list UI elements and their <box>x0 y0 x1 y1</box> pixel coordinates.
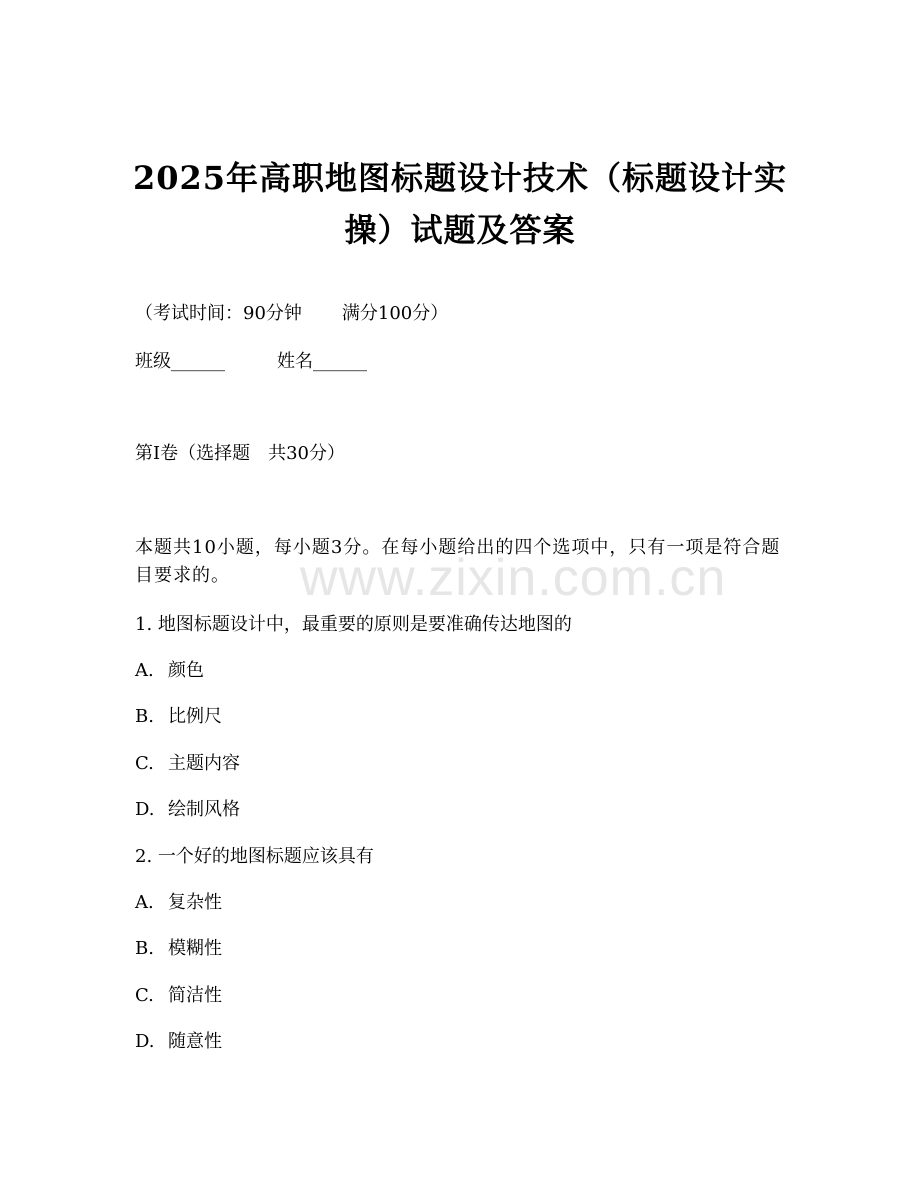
exam-time: （考试时间：90分钟 <box>135 303 302 324</box>
section-heading: 第I卷（选择题 共30分） <box>135 443 346 464</box>
q2-option-a: A. 复杂性 <box>135 892 222 913</box>
document-title: 2025年高职地图标题设计技术（标题设计实操）试题及答案 <box>132 159 788 249</box>
question-1: 1. 地图标题设计中，最重要的原则是要准确传达地图的 <box>135 614 572 635</box>
exam-info <box>135 302 448 326</box>
q2-option-b: B. 模糊性 <box>135 938 222 959</box>
q1-option-b: B. 比例尺 <box>135 706 222 727</box>
q1-option-d: D. 绘制风格 <box>135 799 240 820</box>
q2-option-c: C. 简洁性 <box>135 985 222 1006</box>
student-info <box>135 350 367 374</box>
question-2: 2. 一个好的地图标题应该具有 <box>135 846 374 867</box>
name-field: 姓名______ <box>277 351 367 372</box>
exam-score: 满分100分） <box>341 303 449 324</box>
q1-option-a: A. 颜色 <box>135 660 204 681</box>
watermark: www.zixin.com.cn <box>300 549 727 607</box>
class-field: 班级______ <box>135 351 225 372</box>
instructions: 本题共10小题，每小题3分。在每小题给出的四个选项中，只有一项是符合题目要求的。 <box>135 537 781 586</box>
q2-option-d: D. 随意性 <box>135 1031 222 1052</box>
q1-option-c: C. 主题内容 <box>135 753 240 774</box>
